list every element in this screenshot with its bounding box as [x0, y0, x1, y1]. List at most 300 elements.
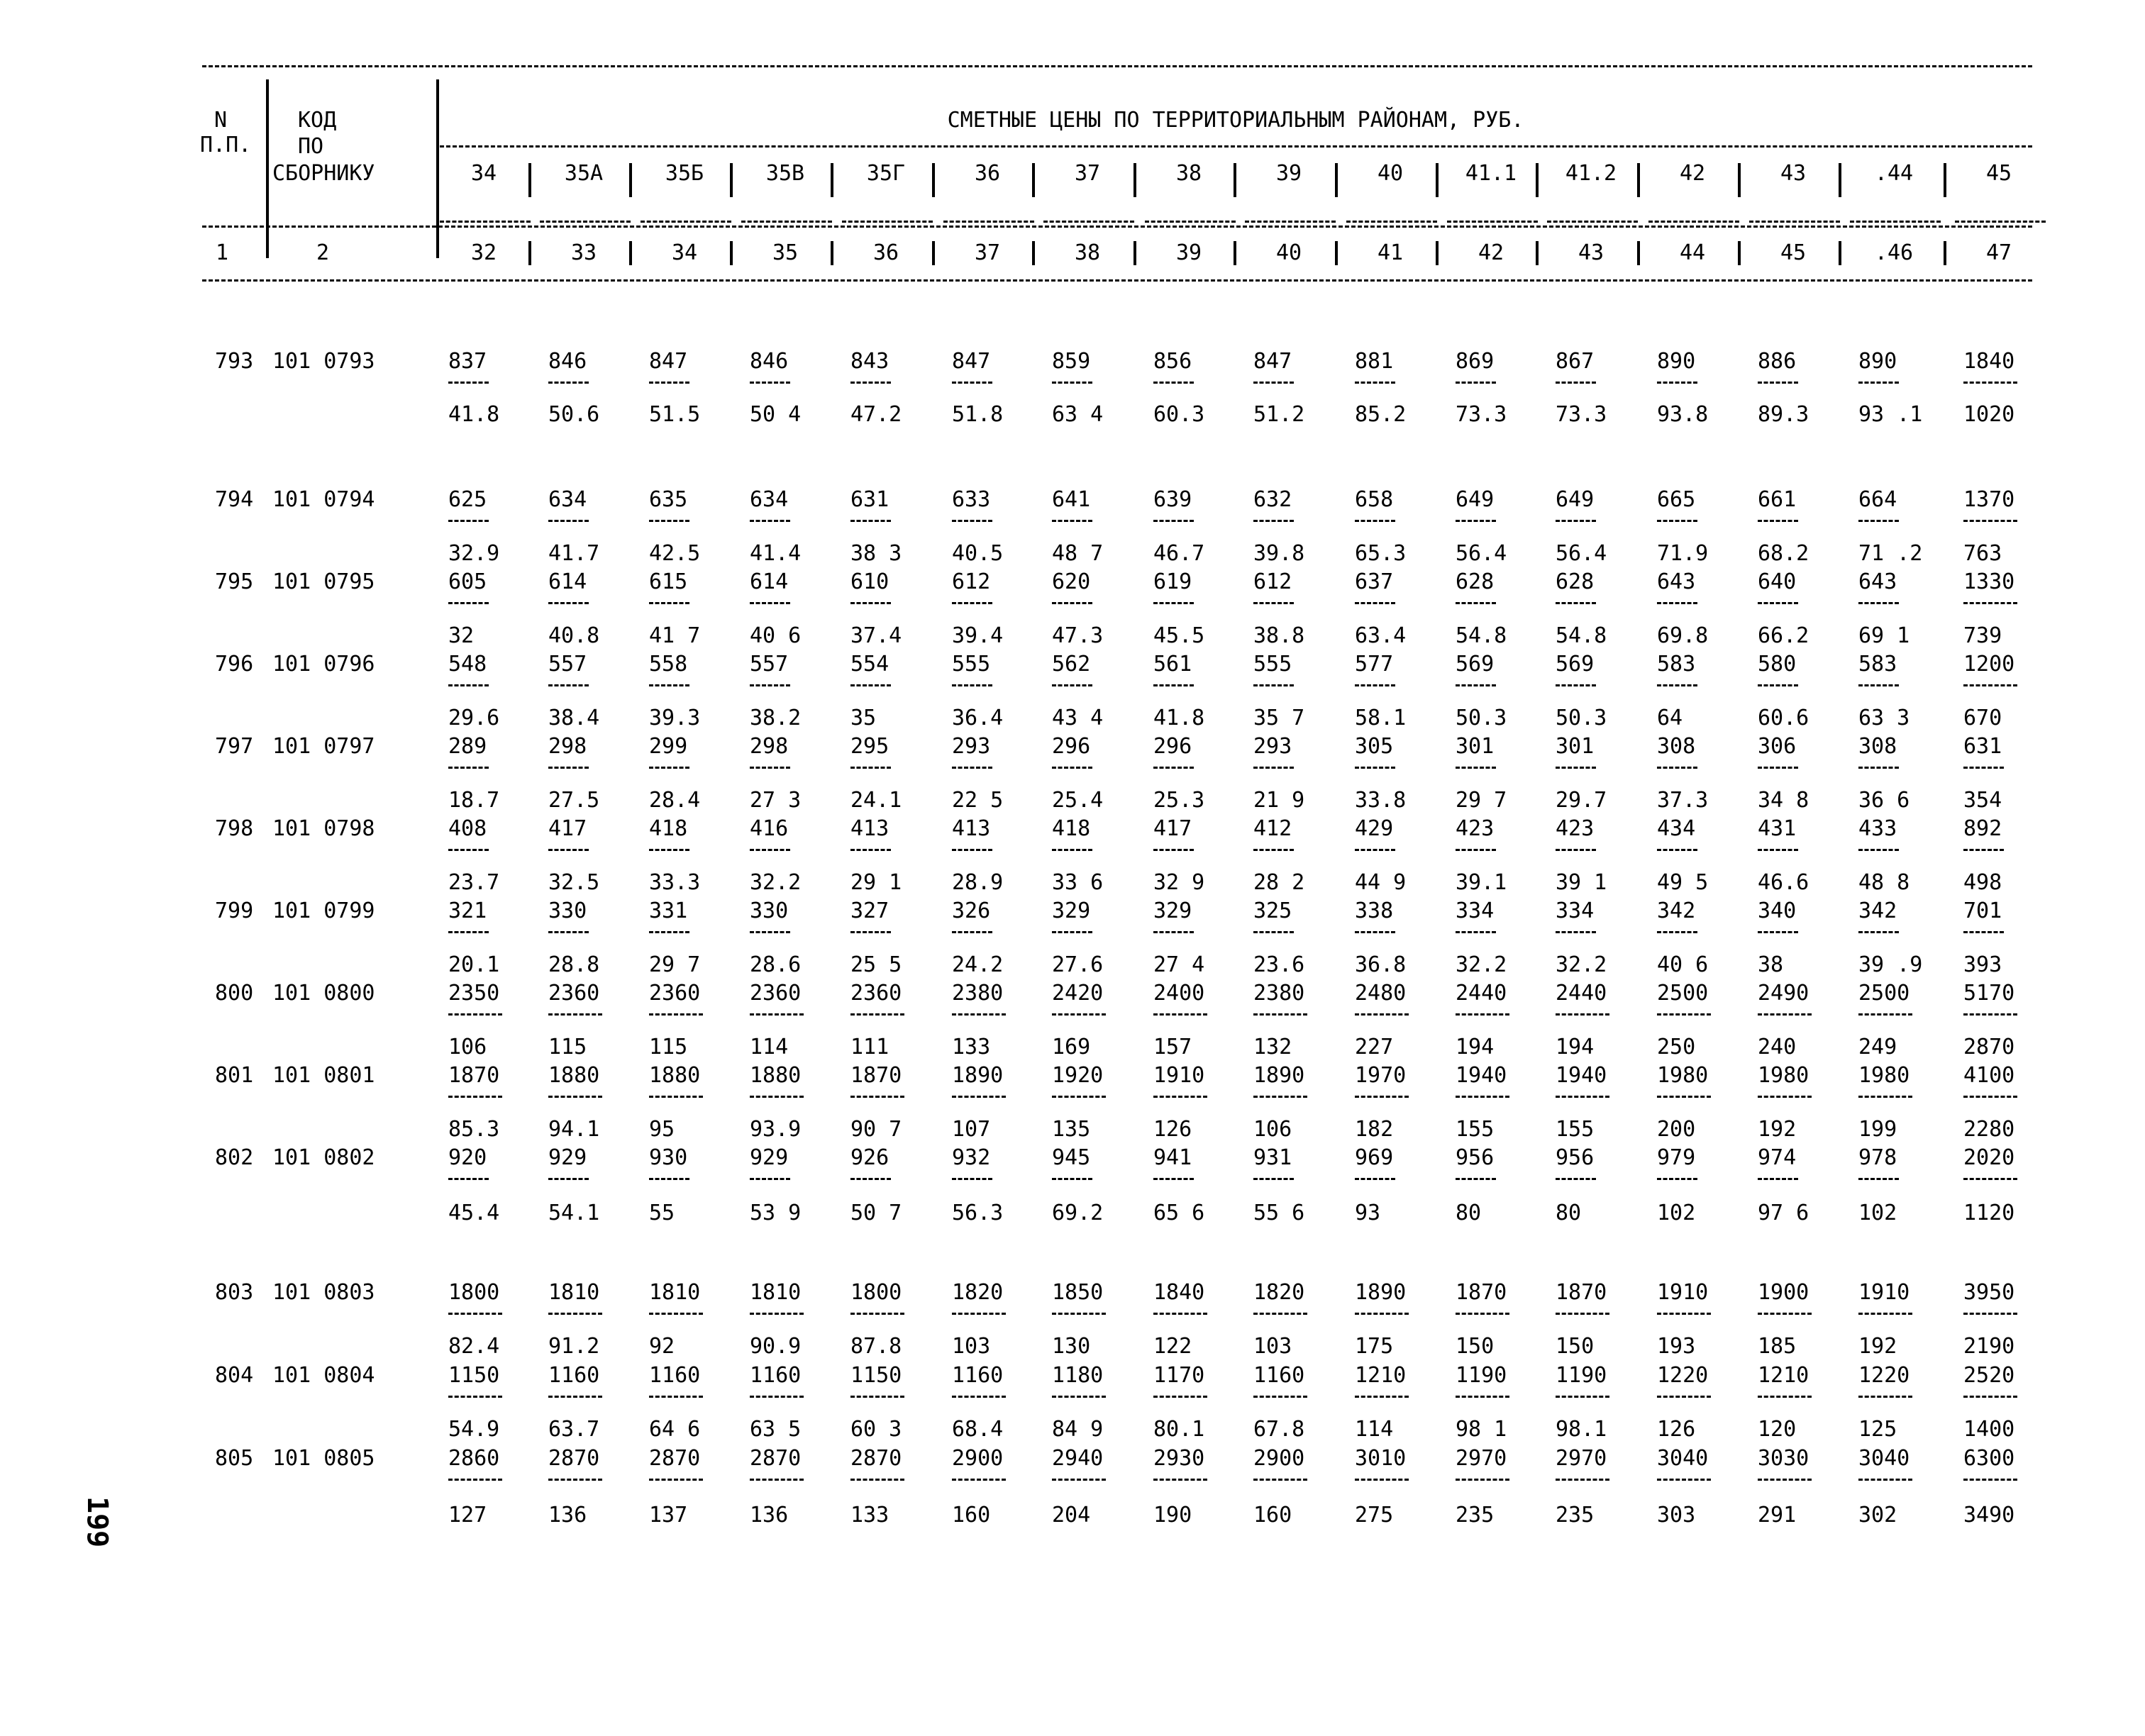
price-numerator: 308: [1858, 734, 1897, 759]
price-denominator: 67.8: [1253, 1417, 1305, 1442]
fraction-dash: [1456, 602, 1496, 604]
price-denominator: 40 6: [750, 623, 802, 648]
price-numerator: 1190: [1456, 1363, 1507, 1388]
price-numerator: 956: [1456, 1145, 1495, 1170]
fraction-dash: [1858, 382, 1899, 384]
fraction-dash: [1456, 1013, 1509, 1016]
fraction-dash: [649, 520, 689, 522]
fraction-dash: [952, 1013, 1006, 1016]
price-numerator: 331: [649, 898, 688, 923]
price-numerator: 326: [952, 898, 991, 923]
price-denominator: 29.7: [1556, 788, 1607, 813]
header-divider-col-8: [1234, 163, 1236, 197]
price-denominator: 302: [1858, 1503, 1897, 1528]
fraction-dash: [1858, 520, 1899, 522]
fraction-dash: [1153, 767, 1194, 769]
price-numerator: 555: [1253, 652, 1292, 677]
header-subrule-13: [1749, 221, 1840, 223]
row-number: 805: [215, 1446, 254, 1471]
price-numerator: 941: [1153, 1145, 1192, 1170]
price-numerator: 1160: [1253, 1363, 1305, 1388]
price-denominator: 55: [649, 1201, 675, 1225]
row-number: 800: [215, 981, 254, 1006]
price-denominator: 69.2: [1052, 1201, 1104, 1225]
header-divider-col-9: [1335, 163, 1338, 197]
fraction-dash: [1355, 602, 1395, 604]
fraction-dash: [448, 1178, 489, 1180]
price-denominator: 27 3: [750, 788, 802, 813]
header-district-2: 35Б: [665, 161, 704, 186]
page-number: 199: [81, 1496, 113, 1548]
price-numerator: 1870: [1456, 1280, 1507, 1305]
price-denominator: 32.5: [548, 870, 600, 895]
price-numerator: 408: [448, 816, 487, 841]
price-denominator: 48 8: [1858, 870, 1910, 895]
header-district-15: 45: [1985, 161, 2012, 186]
fraction-dash: [1758, 931, 1798, 933]
price-denominator: 160: [1253, 1503, 1292, 1528]
fraction-dash: [548, 520, 589, 522]
fraction-dash: [1963, 684, 2017, 686]
header-district-14: .44: [1874, 161, 1914, 186]
price-denominator: 155: [1456, 1117, 1495, 1142]
header-district-13: 43: [1780, 161, 1807, 186]
fraction-dash: [548, 1313, 602, 1315]
price-numerator: 1150: [850, 1363, 902, 1388]
price-numerator: 554: [850, 652, 889, 677]
price-denominator: 739: [1963, 623, 2002, 648]
price-denominator: 115: [649, 1035, 688, 1059]
header-colnum-15: 47: [1985, 240, 2012, 265]
price-numerator: 2860: [448, 1446, 500, 1471]
row-code: 101 0802: [272, 1145, 375, 1170]
price-numerator: 929: [548, 1145, 587, 1170]
price-numerator: 423: [1456, 816, 1495, 841]
price-denominator: 53 9: [750, 1201, 802, 1225]
fraction-dash: [1556, 1096, 1609, 1098]
price-numerator: 334: [1556, 898, 1595, 923]
price-numerator: 974: [1758, 1145, 1797, 1170]
price-denominator: 35 7: [1253, 706, 1305, 730]
fraction-dash: [448, 1396, 502, 1398]
price-numerator: 1820: [952, 1280, 1004, 1305]
header-index-second: 2: [316, 240, 330, 265]
price-numerator: 413: [952, 816, 991, 841]
price-numerator: 340: [1758, 898, 1797, 923]
price-numerator: 1980: [1858, 1063, 1910, 1088]
fraction-dash: [1963, 767, 2004, 769]
price-numerator: 583: [1858, 652, 1897, 677]
price-denominator: 44 9: [1355, 870, 1407, 895]
price-denominator: 39 1: [1556, 870, 1607, 895]
fraction-dash: [1657, 382, 1697, 384]
fraction-dash: [1858, 1396, 1912, 1398]
price-numerator: 418: [1052, 816, 1091, 841]
fraction-dash: [1456, 1479, 1509, 1481]
fraction-dash: [850, 520, 891, 522]
price-numerator: 847: [649, 349, 688, 374]
fraction-dash: [1456, 520, 1496, 522]
fraction-dash: [750, 382, 790, 384]
header-col-sborniku: СБОРНИКУ: [272, 161, 375, 186]
fraction-dash: [1963, 849, 2004, 851]
header-divider-colnum-4: [831, 241, 833, 265]
header-top-rule: [202, 65, 2032, 67]
price-numerator: 631: [1963, 734, 2002, 759]
price-denominator: 133: [952, 1035, 991, 1059]
price-denominator: 40 6: [1657, 952, 1709, 977]
price-numerator: 293: [1253, 734, 1292, 759]
fraction-dash: [649, 1013, 703, 1016]
price-denominator: 51.8: [952, 402, 1004, 427]
header-district-5: 36: [974, 161, 1001, 186]
price-denominator: 93.8: [1657, 402, 1709, 427]
price-denominator: 250: [1657, 1035, 1696, 1059]
header-colnum-2: 34: [671, 240, 698, 265]
header-divider-colnum-2: [629, 241, 632, 265]
fraction-dash: [1858, 1178, 1899, 1180]
price-denominator: 33.3: [649, 870, 701, 895]
fraction-dash: [1052, 602, 1092, 604]
price-numerator: 1370: [1963, 487, 2015, 512]
fraction-dash: [1963, 520, 2017, 522]
price-numerator: 846: [750, 349, 789, 374]
price-denominator: 80: [1556, 1201, 1582, 1225]
fraction-dash: [850, 602, 891, 604]
price-numerator: 2970: [1556, 1446, 1607, 1471]
price-numerator: 2440: [1456, 981, 1507, 1006]
price-numerator: 2360: [750, 981, 802, 1006]
fraction-dash: [1657, 520, 1697, 522]
price-denominator: 73.3: [1556, 402, 1607, 427]
price-denominator: 199: [1858, 1117, 1897, 1142]
fraction-dash: [952, 1479, 1006, 1481]
price-denominator: 60 3: [850, 1417, 902, 1442]
fraction-dash: [448, 602, 489, 604]
price-numerator: 298: [548, 734, 587, 759]
price-denominator: 64: [1657, 706, 1683, 730]
header-district-0: 34: [470, 161, 497, 186]
price-denominator: 38.2: [750, 706, 802, 730]
fraction-dash: [1052, 684, 1092, 686]
price-denominator: 38.4: [548, 706, 600, 730]
header-title: СМЕТНЫЕ ЦЕНЫ ПО ТЕРРИТОРИАЛЬНЫМ РАЙОНАМ, РУБ.: [947, 108, 1524, 133]
price-numerator: 6300: [1963, 1446, 2015, 1471]
price-numerator: 2870: [649, 1446, 701, 1471]
price-denominator: 126: [1153, 1117, 1192, 1142]
price-numerator: 1840: [1963, 349, 2015, 374]
fraction-dash: [1963, 1096, 2017, 1098]
price-numerator: 2900: [952, 1446, 1004, 1471]
fraction-dash: [548, 684, 589, 686]
fraction-dash: [548, 849, 589, 851]
header-subrule-11: [1547, 221, 1638, 223]
price-denominator: 51.5: [649, 402, 701, 427]
header-divider-col-10: [1436, 163, 1439, 197]
fraction-dash: [649, 931, 689, 933]
fraction-dash: [1858, 767, 1899, 769]
price-denominator: 38 3: [850, 541, 902, 566]
price-numerator: 3010: [1355, 1446, 1407, 1471]
price-denominator: 63.4: [1355, 623, 1407, 648]
price-denominator: 150: [1556, 1334, 1595, 1359]
fraction-dash: [1858, 1013, 1912, 1016]
price-numerator: 1970: [1355, 1063, 1407, 1088]
price-denominator: 48 7: [1052, 541, 1104, 566]
fraction-dash: [1758, 1313, 1812, 1315]
row-code: 101 0805: [272, 1446, 375, 1471]
fraction-dash: [1052, 1313, 1106, 1315]
fraction-dash: [1456, 684, 1496, 686]
price-numerator: 1160: [750, 1363, 802, 1388]
price-numerator: 1870: [850, 1063, 902, 1088]
fraction-dash: [649, 767, 689, 769]
fraction-dash: [1758, 767, 1798, 769]
price-numerator: 1940: [1456, 1063, 1507, 1088]
fraction-dash: [1153, 1396, 1207, 1398]
row-code: 101 0801: [272, 1063, 375, 1088]
fraction-dash: [1758, 684, 1798, 686]
price-denominator: 43 4: [1052, 706, 1104, 730]
fraction-dash: [952, 849, 992, 851]
fraction-dash: [1253, 520, 1294, 522]
price-numerator: 418: [649, 816, 688, 841]
price-numerator: 859: [1052, 349, 1091, 374]
price-numerator: 548: [448, 652, 487, 677]
price-numerator: 890: [1657, 349, 1696, 374]
price-denominator: 50.3: [1556, 706, 1607, 730]
header-district-7: 38: [1175, 161, 1202, 186]
header-subrule-8: [1245, 221, 1336, 223]
header-bottom-rule: [202, 279, 2032, 282]
fraction-dash: [448, 1479, 502, 1481]
fraction-dash: [952, 520, 992, 522]
price-denominator: 29 7: [1456, 788, 1507, 813]
price-numerator: 890: [1858, 349, 1897, 374]
header-index-rule: [202, 226, 2032, 228]
price-numerator: 2900: [1253, 1446, 1305, 1471]
fraction-dash: [1556, 931, 1596, 933]
header-subrule-4: [842, 221, 933, 223]
price-denominator: 45.5: [1153, 623, 1205, 648]
fraction-dash: [952, 684, 992, 686]
header-colnum-0: 32: [470, 240, 497, 265]
fraction-dash: [952, 1396, 1006, 1398]
price-denominator: 41.8: [1153, 706, 1205, 730]
price-numerator: 301: [1456, 734, 1495, 759]
price-denominator: 28.9: [952, 870, 1004, 895]
price-denominator: 42.5: [649, 541, 701, 566]
price-numerator: 4100: [1963, 1063, 2015, 1088]
fraction-dash: [1657, 1313, 1711, 1315]
price-denominator: 56.3: [952, 1201, 1004, 1225]
price-denominator: 91.2: [548, 1334, 600, 1359]
row-number: 793: [215, 349, 254, 374]
header-colnum-10: 42: [1478, 240, 1504, 265]
price-denominator: 37.3: [1657, 788, 1709, 813]
price-denominator: 50.3: [1456, 706, 1507, 730]
price-numerator: 614: [548, 569, 587, 594]
price-numerator: 2940: [1052, 1446, 1104, 1471]
fraction-dash: [750, 602, 790, 604]
fraction-dash: [1657, 849, 1697, 851]
row-number: 803: [215, 1280, 254, 1305]
price-numerator: 416: [750, 816, 789, 841]
price-numerator: 639: [1153, 487, 1192, 512]
fraction-dash: [1657, 1479, 1711, 1481]
price-numerator: 5170: [1963, 981, 2015, 1006]
fraction-dash: [1052, 1096, 1106, 1098]
price-numerator: 569: [1556, 652, 1595, 677]
header-colnum-4: 36: [872, 240, 899, 265]
price-numerator: 1150: [448, 1363, 500, 1388]
price-numerator: 847: [1253, 349, 1292, 374]
fraction-dash: [1253, 849, 1294, 851]
fraction-dash: [1556, 1479, 1609, 1481]
price-denominator: 102: [1858, 1201, 1897, 1225]
price-numerator: 615: [649, 569, 688, 594]
price-numerator: 1820: [1253, 1280, 1305, 1305]
fraction-dash: [1858, 931, 1899, 933]
price-numerator: 843: [850, 349, 889, 374]
fraction-dash: [1657, 684, 1697, 686]
price-denominator: 130: [1052, 1334, 1091, 1359]
price-denominator: 58.1: [1355, 706, 1407, 730]
fraction-dash: [1153, 684, 1194, 686]
fraction-dash: [1355, 1479, 1409, 1481]
row-code: 101 0804: [272, 1363, 375, 1388]
price-denominator: 303: [1657, 1503, 1696, 1528]
price-denominator: 47.2: [850, 402, 902, 427]
price-denominator: 25.4: [1052, 788, 1104, 813]
header-colnum-3: 35: [772, 240, 799, 265]
price-numerator: 429: [1355, 816, 1394, 841]
fraction-dash: [750, 1178, 790, 1180]
price-numerator: 417: [548, 816, 587, 841]
row-number: 799: [215, 898, 254, 923]
row-number: 794: [215, 487, 254, 512]
price-numerator: 634: [548, 487, 587, 512]
price-numerator: 658: [1355, 487, 1394, 512]
price-denominator: 23.7: [448, 870, 500, 895]
fraction-dash: [1456, 767, 1496, 769]
price-denominator: 2870: [1963, 1035, 2015, 1059]
price-denominator: 35: [850, 706, 877, 730]
header-subrule-0: [440, 221, 531, 223]
price-numerator: 423: [1556, 816, 1595, 841]
fraction-dash: [1355, 1096, 1409, 1098]
price-denominator: 39.1: [1456, 870, 1507, 895]
fraction-dash: [1556, 602, 1596, 604]
fraction-dash: [548, 382, 589, 384]
price-numerator: 1220: [1657, 1363, 1709, 1388]
price-numerator: 1180: [1052, 1363, 1104, 1388]
price-denominator: 135: [1052, 1117, 1091, 1142]
price-numerator: 969: [1355, 1145, 1394, 1170]
header-colnum-1: 33: [570, 240, 597, 265]
price-numerator: 635: [649, 487, 688, 512]
price-denominator: 41.4: [750, 541, 802, 566]
price-numerator: 610: [850, 569, 889, 594]
header-divider-col-4: [831, 163, 833, 197]
fraction-dash: [1355, 1313, 1409, 1315]
price-numerator: 2970: [1456, 1446, 1507, 1471]
fraction-dash: [1456, 931, 1496, 933]
price-numerator: 930: [649, 1145, 688, 1170]
fraction-dash: [548, 602, 589, 604]
fraction-dash: [1355, 1396, 1409, 1398]
header-colnum-5: 37: [974, 240, 1001, 265]
price-numerator: 296: [1052, 734, 1091, 759]
row-code: 101 0803: [272, 1280, 375, 1305]
price-denominator: 182: [1355, 1117, 1394, 1142]
price-numerator: 625: [448, 487, 487, 512]
fraction-dash: [1456, 1396, 1509, 1398]
price-denominator: 32 9: [1153, 870, 1205, 895]
price-numerator: 1980: [1657, 1063, 1709, 1088]
price-denominator: 90 7: [850, 1117, 902, 1142]
header-divider-colnum-6: [1032, 241, 1035, 265]
header-divider-col-7: [1134, 163, 1136, 197]
fraction-dash: [548, 931, 589, 933]
header-colnum-8: 40: [1275, 240, 1302, 265]
row-number: 798: [215, 816, 254, 841]
fraction-dash: [952, 1096, 1006, 1098]
header-colnum-6: 38: [1074, 240, 1101, 265]
fraction-dash: [1355, 382, 1395, 384]
price-numerator: 562: [1052, 652, 1091, 677]
fraction-dash: [448, 767, 489, 769]
price-numerator: 1210: [1355, 1363, 1407, 1388]
fraction-dash: [1657, 767, 1697, 769]
price-numerator: 1330: [1963, 569, 2015, 594]
header-colnum-11: 43: [1578, 240, 1604, 265]
fraction-dash: [1253, 1178, 1294, 1180]
price-numerator: 305: [1355, 734, 1394, 759]
fraction-dash: [1858, 1096, 1912, 1098]
price-denominator: 29.6: [448, 706, 500, 730]
header-divider-colnum-1: [528, 241, 531, 265]
price-numerator: 3950: [1963, 1280, 2015, 1305]
fraction-dash: [649, 382, 689, 384]
fraction-dash: [649, 1479, 703, 1481]
price-numerator: 1870: [1556, 1280, 1607, 1305]
fraction-dash: [1052, 767, 1092, 769]
header-district-11: 41.2: [1565, 161, 1617, 186]
fraction-dash: [1858, 849, 1899, 851]
price-numerator: 1850: [1052, 1280, 1104, 1305]
price-numerator: 640: [1758, 569, 1797, 594]
price-numerator: 3040: [1858, 1446, 1910, 1471]
price-numerator: 634: [750, 487, 789, 512]
price-denominator: 150: [1456, 1334, 1495, 1359]
price-numerator: 434: [1657, 816, 1696, 841]
price-denominator: 194: [1556, 1035, 1595, 1059]
price-denominator: 22 5: [952, 788, 1004, 813]
fraction-dash: [1556, 1313, 1609, 1315]
price-denominator: 192: [1758, 1117, 1797, 1142]
header-colnum-12: 44: [1679, 240, 1706, 265]
price-denominator: 93 .1: [1858, 402, 1923, 427]
price-denominator: 29 7: [649, 952, 701, 977]
price-numerator: 605: [448, 569, 487, 594]
header-subrule-14: [1850, 221, 1941, 223]
fraction-dash: [548, 1396, 602, 1398]
fraction-dash: [1153, 1479, 1207, 1481]
row-code: 101 0798: [272, 816, 375, 841]
price-denominator: 185: [1758, 1334, 1797, 1359]
price-numerator: 2360: [548, 981, 600, 1006]
